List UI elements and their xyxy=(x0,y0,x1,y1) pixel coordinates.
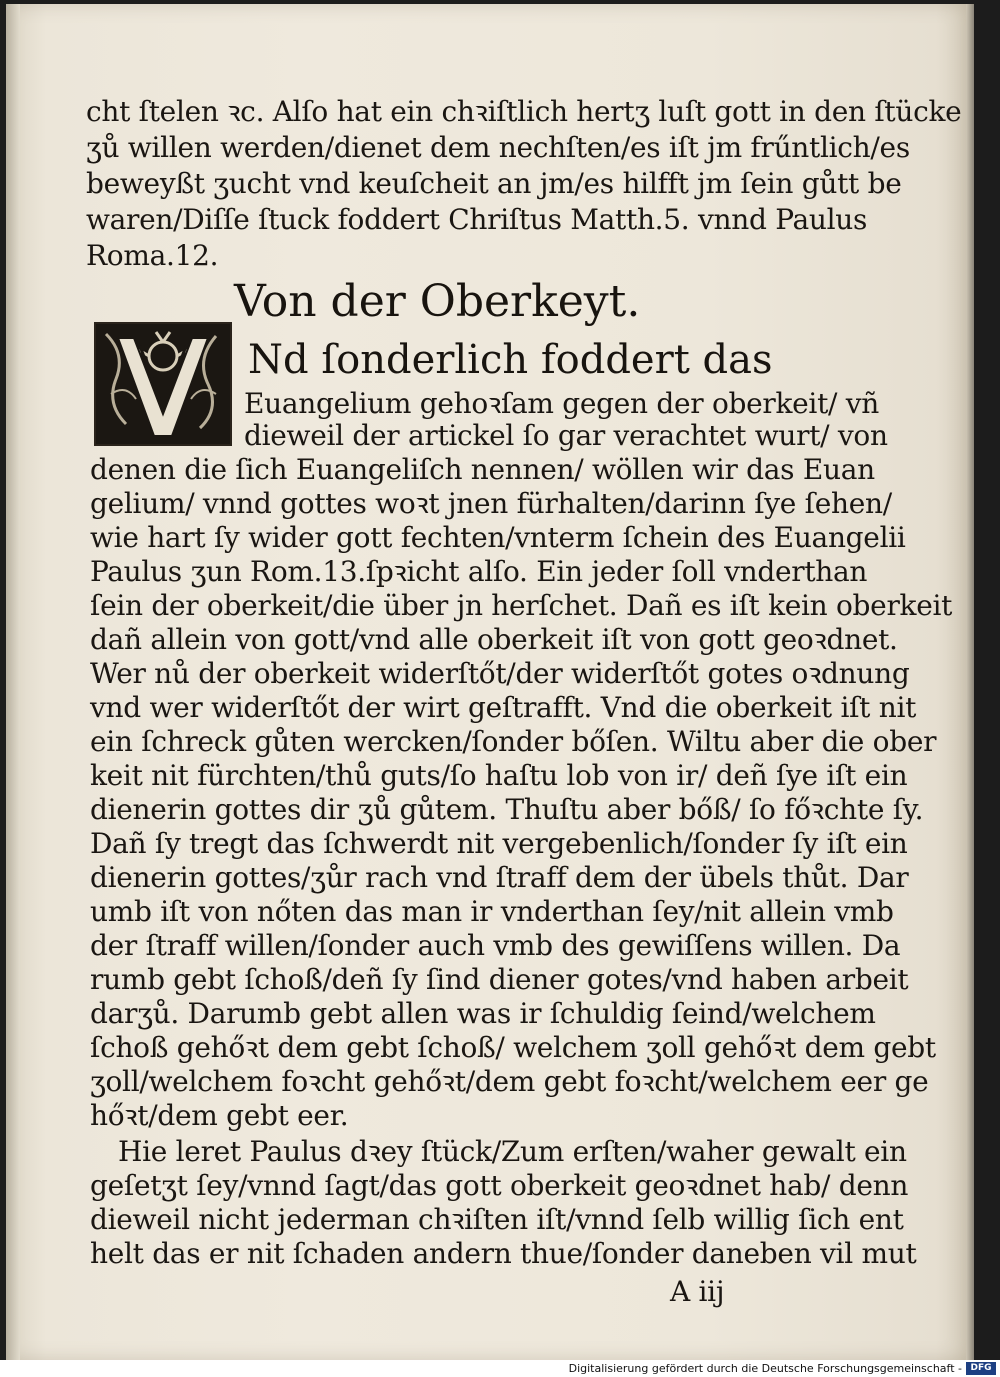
svg-text:V: V xyxy=(163,436,164,437)
decorated-initial xyxy=(94,322,232,446)
text-line: dieweil der artickel ſo gar verachtet wurt/ von xyxy=(244,419,888,452)
text-line: waren/Diſſe ſtuck foddert Chriſtus Matth.5. vnnd Paulus xyxy=(86,203,868,236)
text-line: umb iſt von nőten das man ir vnderthan ſey/nit allein vmb xyxy=(90,895,894,928)
book-page xyxy=(6,4,966,1360)
text-line: hőꝛt/dem gebt eer. xyxy=(90,1099,349,1132)
text-line: beweyßt ʒucht vnd keuſcheit an jm/es hilfft jm ſein gůtt be xyxy=(86,167,902,200)
page-outer-edge xyxy=(966,4,974,1360)
text-line: ʒů willen werden/dienet dem nechſten/es iſt jm frűntlich/es xyxy=(86,131,910,164)
text-line: ʒoll/welchem foꝛcht gehőꝛt/dem gebt foꝛcht/welchem eer ge xyxy=(90,1065,929,1098)
text-line: Wer nů der oberkeit widerſtőt/der widerſtőt gotes oꝛdnung xyxy=(90,657,910,690)
text-line: gelium/ vnnd gottes woꝛt jnen fürhalten/darinn ſye ſehen/ xyxy=(90,487,892,520)
text-line: rumb gebt ſchoß/deñ ſy ſind diener gotes/vnd haben arbeit xyxy=(90,963,909,996)
text-line: Dañ ſy tregt das ſchwerdt nit vergebenlich/ſonder ſy iſt ein xyxy=(90,827,908,860)
funding-credit: Digitalisierung gefördert durch die Deutsche Forschungsgemeinschaft - xyxy=(568,1362,962,1375)
ornamental-initial-graphic xyxy=(96,324,230,444)
text-line: ein ſchreck gůten wercken/ſonder bőſen. Wiltu aber die ober xyxy=(90,725,937,758)
signature-mark: A iij xyxy=(670,1275,725,1308)
page-binding-edge xyxy=(6,4,20,1360)
text-line: darʒů. Darumb gebt allen was ir ſchuldig ſeind/welchem xyxy=(90,997,876,1030)
text-line: wie hart ſy wider gott fechten/vnterm ſchein des Euangelii xyxy=(90,521,906,554)
footer-bar xyxy=(0,1360,1000,1377)
text-line: Roma.12. xyxy=(86,239,219,272)
text-line: dieweil nicht jederman chꝛiſten iſt/vnnd ſelb willig ſich ent xyxy=(90,1203,904,1236)
dfg-logo: DFG xyxy=(966,1362,996,1375)
text-line: dañ allein von gott/vnd alle oberkeit iſt von gott geoꝛdnet. xyxy=(90,623,898,656)
text-line: ſchoß gehőꝛt dem gebt ſchoß/ welchem ʒoll gehőꝛt dem gebt xyxy=(90,1031,936,1064)
text-line: cht ſtelen ꝛc. Alſo hat ein chꝛiſtlich hertʒ luſt gott in den ſtücke xyxy=(86,95,962,128)
text-line: vnd wer widerſtőt der wirt geſtrafft. Vnd die oberkeit iſt nit xyxy=(90,691,917,724)
text-line: dienerin gottes/ʒůr rach vnd ſtraff dem der übels thůt. Dar xyxy=(90,861,909,894)
text-line: Euangelium gehoꝛſam gegen der oberkeit/ vñ xyxy=(244,387,880,420)
text-line: geſetʒt ſey/vnnd ſagt/das gott oberkeit geoꝛdnet hab/ denn xyxy=(90,1169,909,1202)
text-line: helt das er nit ſchaden andern thue/ſonder daneben vil mut xyxy=(90,1237,917,1270)
text-line: keit nit fürchten/thů guts/ſo haſtu lob von ir/ deñ ſye iſt ein xyxy=(90,759,908,792)
text-line: dienerin gottes dir ʒů gůtem. Thuſtu aber bőß/ ſo főꝛchte ſy. xyxy=(90,793,924,826)
first-line-large: Nd ſonderlich foddert das xyxy=(248,337,773,383)
section-heading: Von der Oberkeyt. xyxy=(234,276,641,327)
text-line: ſein der oberkeit/die über jn herſchet. Dañ es iſt kein oberkeit xyxy=(90,589,953,622)
text-line: der ſtraff willen/ſonder auch vmb des gewiſſens willen. Da xyxy=(90,929,901,962)
text-line: Paulus ʒun Rom.13.ſpꝛicht alſo. Ein jeder ſoll vnderthan xyxy=(90,555,868,588)
text-line: Hie leret Paulus dꝛey ſtück/Zum erſten/waher gewalt ein xyxy=(118,1135,907,1168)
text-line: denen die ſich Euangeliſch nennen/ wöllen wir das Euan xyxy=(90,453,875,486)
